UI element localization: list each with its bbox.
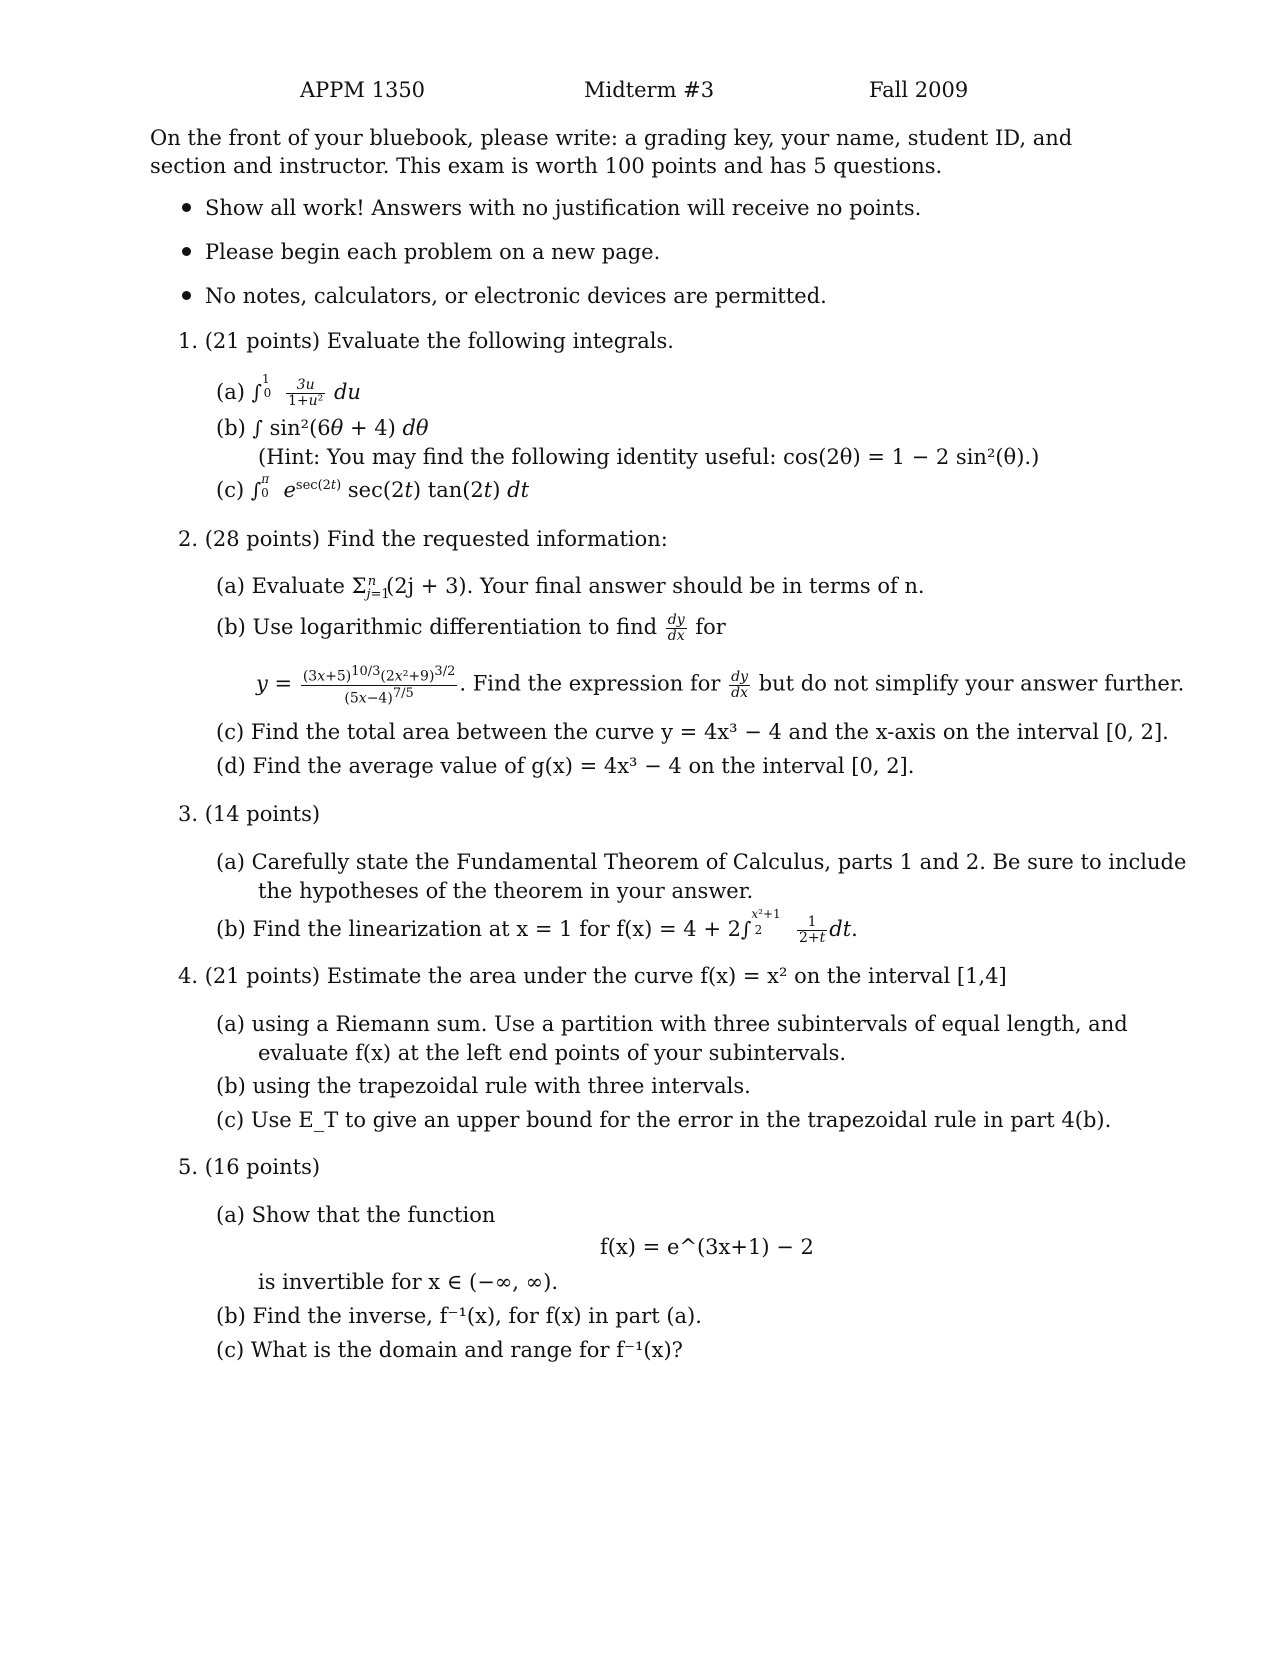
question-4b: (b) using the trapezoidal rule with three intervals. (216, 1074, 751, 1098)
exam-term: Fall 2009 (869, 78, 969, 102)
question-5c: (c) What is the domain and range for f⁻¹(x)? (216, 1338, 683, 1362)
bullet-dot (182, 291, 191, 300)
question-2b (216, 613, 726, 644)
course-code: APPM 1350 (300, 78, 426, 102)
question-4-title: 4. (21 points) Estimate the area under the curve f(x) = x² on the interval [1,4] (178, 964, 1007, 988)
part-label: (b) (216, 416, 246, 440)
math-fraction: $\frac{(3x+5)^{10/3}(2x^2+9)^{3/2}}{(5x-4)^{7/5}}$ (302, 664, 456, 707)
sum-symbol: $\Sigma_{j=1}^n$ (351, 574, 390, 603)
question-2a (216, 574, 937, 602)
exam-title: Midterm #3 (584, 78, 715, 102)
question-2c: (c) Find the total area between the curve y = 4x³ − 4 and the x-axis on the interval [0, 2]. (216, 720, 1169, 744)
question-5b: (b) Find the inverse, f⁻¹(x), for f(x) in part (a). (216, 1304, 702, 1328)
math-fraction: $\frac{dy}{dx}$ (731, 668, 749, 701)
part-text: (b) Use logarithmic differentiation to find (216, 615, 658, 639)
question-5-title: 5. (16 points) (178, 1155, 321, 1179)
bullet-item (182, 284, 827, 308)
question-5a-continuation: is invertible for x ∈ (−∞, ∞). (258, 1270, 559, 1294)
question-5a-formula: f(x) = e^(3x+1) − 2 (600, 1235, 814, 1259)
part-label: (c) (216, 478, 245, 502)
bullet-text: Please begin each problem on a new page. (205, 240, 661, 264)
bullet-dot (182, 203, 191, 212)
intro-paragraph: On the front of your bluebook, please write: a grading key, your name, student ID, and section and instructor. This exam is worth 100 points and has 5 questions. (150, 126, 1073, 178)
question-1-title: 1. (21 points) Evaluate the following integrals. (178, 329, 674, 353)
part-text: for (695, 615, 726, 639)
question-1a: (a) ∫$^{10}$ $\frac{3u}{\text{1+u²}}$ du (216, 372, 361, 409)
part-text: (2j + 3). Your final answer should be in terms of n. (386, 574, 925, 598)
math-expression: ∫$^{\pi 0}$ $e^{sec(2t)}$ sec(2t) tan(2t) dt (250, 472, 530, 502)
part-label: (a) (216, 380, 245, 404)
part-text: (b) Find the linearization at x = 1 for f(x) = 4 + 2 (216, 917, 741, 941)
question-1b (216, 416, 429, 440)
question-3a-line2: the hypotheses of the theorem in your answer. (258, 879, 754, 903)
bullet-text: Show all work! Answers with no justification will receive no points. (205, 196, 922, 220)
question-5a: (a) Show that the function (216, 1203, 496, 1227)
question-3a-line1: (a) Carefully state the Fundamental Theorem of Calculus, parts 1 and 2. Be sure to include (216, 850, 1187, 874)
question-4a-line2: evaluate f(x) at the left end points of your subintervals. (258, 1041, 847, 1065)
question-2-title: 2. (28 points) Find the requested information: (178, 527, 668, 551)
math-fraction: $\frac{1}{2+t}$ (798, 914, 826, 946)
bullet-item (182, 196, 921, 220)
question-3b: (b) Find the linearization at x = 1 for f(x) = 4 + 2∫$^{x^2+12}$ $\frac{1}{2+t}$ dt. (216, 907, 858, 946)
math-fraction: $\frac{dy}{dx}$ (667, 612, 685, 644)
math-expression: ∫ sin²(6θ + 4) dθ (252, 416, 429, 440)
question-2b-equation: y = $\frac{(3x+5)^{10/3}(2x^2+9)^{3/2}}{(5x-4)^{7/5}}$ . Find the expression for $\frac{dy}{dx}$ but do not simplify your answer further. (256, 664, 1185, 707)
question-4c: (c) Use E_T to give an upper bound for the error in the trapezoidal rule in part 4(b). (216, 1108, 1112, 1132)
math-expression: ∫ (251, 380, 263, 404)
part-text: . Find the expression for (459, 671, 721, 696)
part-text: but do not simplify your answer further. (758, 671, 1185, 696)
question-3-title: 3. (14 points) (178, 802, 321, 826)
question-1c (216, 472, 530, 502)
bullet-dot (182, 247, 191, 256)
question-2d: (d) Find the average value of g(x) = 4x³ − 4 on the interval [0, 2]. (216, 754, 915, 778)
question-4a-line1: (a) using a Riemann sum. Use a partition with three subintervals of equal length, and (216, 1012, 1128, 1036)
question-1b-hint: (Hint: You may find the following identity useful: cos(2θ) = 1 − 2 sin²(θ).) (258, 445, 1040, 469)
bullet-item (182, 240, 660, 264)
math-fraction: $\frac{3u}{\text{1+u²}}$ (287, 377, 324, 409)
part-text: (a) Evaluate (216, 574, 345, 598)
bullet-text: No notes, calculators, or electronic devices are permitted. (205, 284, 827, 308)
